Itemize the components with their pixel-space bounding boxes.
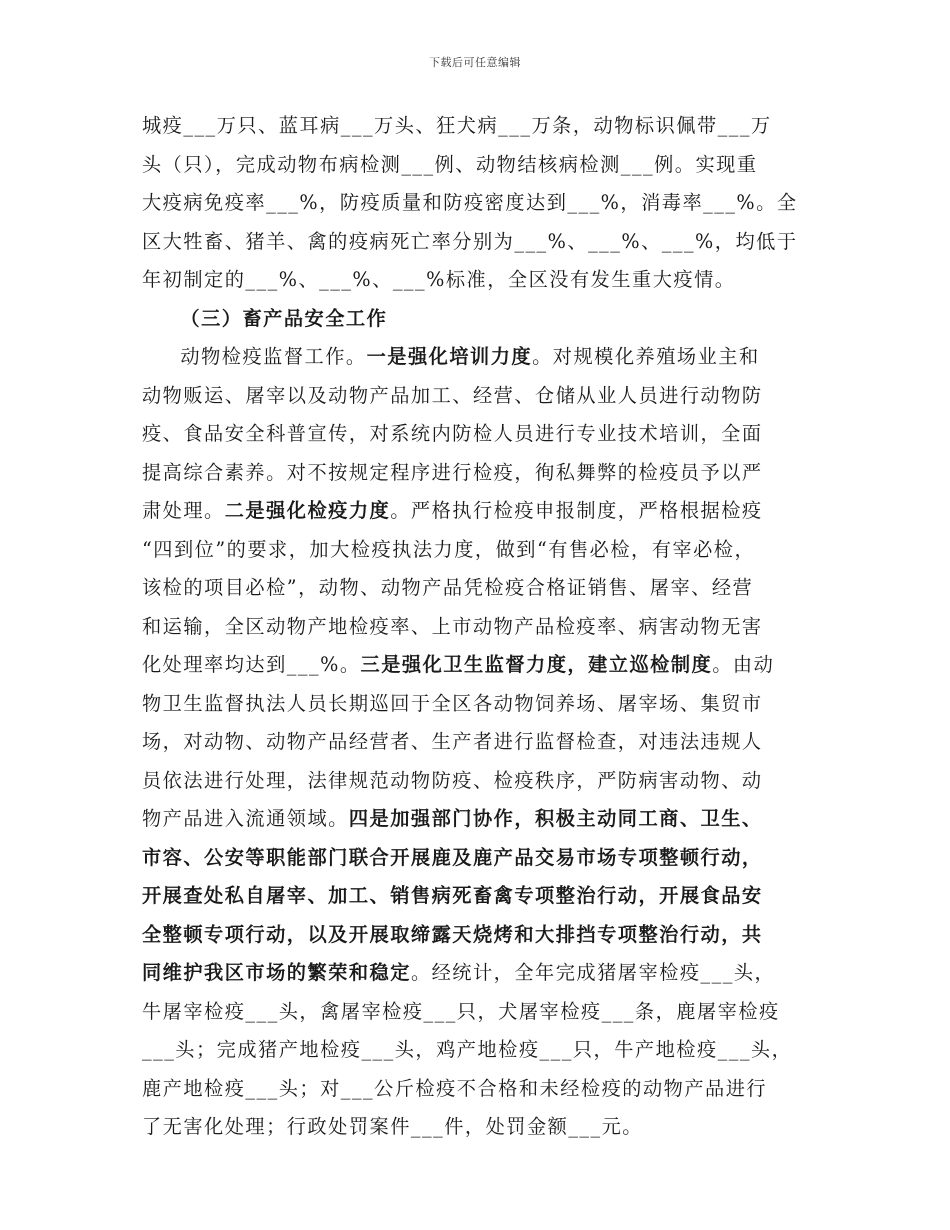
text-run: 。由动 xyxy=(712,653,775,676)
text-run: 。经统计，全年完成猪屠宰检疫___头， xyxy=(410,961,776,984)
text-line: 动物贩运、屠宰以及动物产品加工、经营、仓储从业人员进行动物防 xyxy=(142,383,763,407)
text-line: 年初制定的___%、___%、___%标准，全区没有发生重大疫情。 xyxy=(142,268,736,291)
text-run: 物产品进入流通领域。 xyxy=(142,807,349,830)
bold-text-run: 四是加强部门协作，积极主动同工商、卫生、 xyxy=(348,807,763,830)
text-run: 化处理率均达到___%。 xyxy=(142,653,361,676)
text-line: 牛屠宰检疫___头，禽屠宰检疫___只，犬屠宰检疫___条，鹿屠宰检疫 xyxy=(142,999,780,1023)
text-line xyxy=(142,338,822,377)
text-run: 肃处理。 xyxy=(142,499,225,522)
text-line: 了无害化处理；行政处罚案件___件，处罚金额___元。 xyxy=(142,1115,643,1138)
text-line: 场，对动物、动物产品经营者、生产者进行监督检查，对违法违规人 xyxy=(142,730,763,753)
bold-text-line: 市容、公安等职能部门联合开展鹿及鹿产品交易市场专项整顿行动， xyxy=(142,845,763,869)
text-line: 城疫___万只、蓝耳病___万头、狂犬病___万条，动物标识佩带___万 xyxy=(142,114,772,137)
text-line: 大疫病免疫率___%，防疫质量和防疫密度达到___%，消毒率___%。全 xyxy=(142,191,798,214)
text-line: 头（只），完成动物布病检测___例、动物结核病检测___例。实现重 xyxy=(142,152,758,176)
text-line: “四到位”的要求，加大检疫执法力度，做到“有售必检，有宰必检， xyxy=(142,537,756,561)
text-line xyxy=(142,492,822,531)
text-line: 和运输，全区动物产地检疫率、上市动物产品检疫率、病害动物无害 xyxy=(142,614,763,638)
text-line xyxy=(142,800,822,839)
text-line: 疫、食品安全科普宣传，对系统内防检人员进行专业技术培训，全面 xyxy=(142,422,763,445)
text-line: 区大牲畜、猪羊、禽的疫病死亡率分别为___%、___%、___%，均低于 xyxy=(142,229,798,253)
section-heading: （三）畜产品安全工作 xyxy=(180,306,388,330)
text-run: 。严格执行检疫申报制度，严格根据检疫 xyxy=(390,499,763,522)
bold-text-run: 三是强化卫生监督力度，建立巡检制度 xyxy=(360,653,713,676)
document-body xyxy=(142,107,822,1147)
bold-text-line: 全整顿专项行动，以及开展取缔露天烧烤和大排挡专项整治行动，共 xyxy=(142,922,763,946)
text-line xyxy=(142,646,822,685)
bold-text-run: 一是强化培训力度 xyxy=(366,345,533,368)
text-run: 。对规模化养殖场业主和 xyxy=(532,345,760,368)
text-line: 员依法进行处理，法律规范动物防疫、检疫秩序，严防病害动物、动 xyxy=(142,768,763,792)
bold-text-line: 开展查处私自屠宰、加工、销售病死畜禽专项整治行动，开展食品安 xyxy=(142,884,763,907)
text-line: 提高综合素养。对不按规定程序进行检疫，徇私舞弊的检疫员予以严 xyxy=(142,460,763,484)
text-line xyxy=(142,954,822,993)
text-line: 鹿产地检疫___头；对___公斤检疫不合格和未经检疫的动物产品进行 xyxy=(142,1076,768,1100)
text-line: ___头；完成猪产地检疫___头，鸡产地检疫___只，牛产地检疫___头， xyxy=(142,1038,793,1061)
text-line: 物卫生监督执法人员长期巡回于全区各动物饲养场、屠宰场、集贸市 xyxy=(142,691,763,715)
text-line: 该检的项目必检”，动物、动物产品凭检疫合格证销售、屠宰、经营 xyxy=(142,576,754,599)
text-run: 动物检疫监督工作。 xyxy=(180,345,367,368)
bold-text-run: 二是强化检疫力度 xyxy=(224,499,391,522)
page-header: 下载后可任意编辑 xyxy=(429,56,521,69)
bold-text-run: 同维护我区市场的繁荣和稳定 xyxy=(142,961,411,984)
